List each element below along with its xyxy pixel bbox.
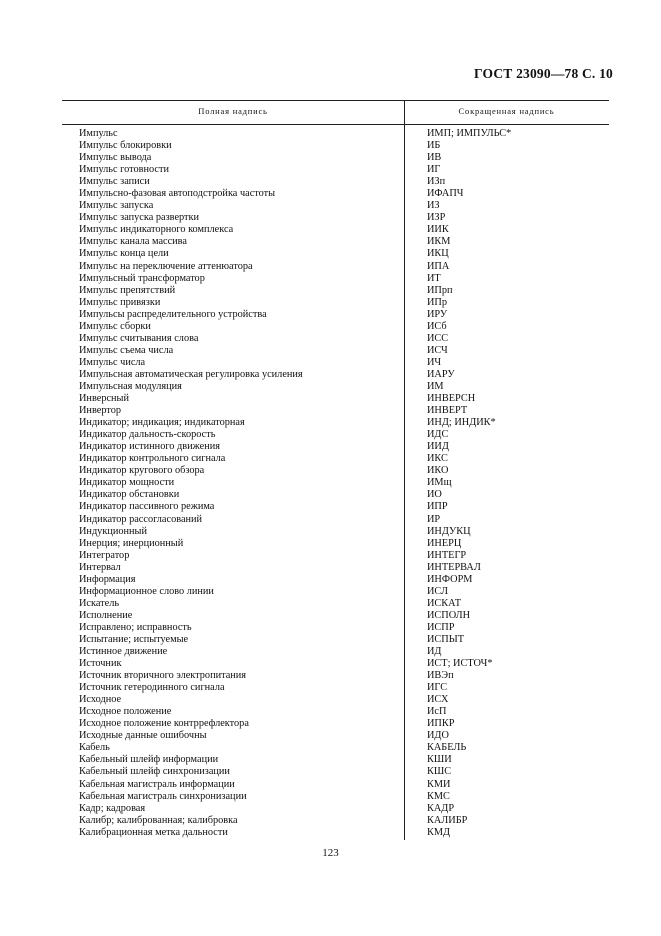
page-number: 123 <box>322 847 339 859</box>
full-label: Импульсная автоматическая регулировка усиления <box>79 368 303 380</box>
table-row <box>0 803 661 815</box>
abbreviation: ИСПОЛН <box>427 609 471 621</box>
full-label: Испытание; испытуемые <box>79 633 189 645</box>
table-body <box>0 128 661 839</box>
abbreviation: ИСЧ <box>427 344 448 356</box>
abbreviation: ИСПР <box>427 621 455 633</box>
table-row <box>0 321 661 333</box>
table-row <box>0 779 661 791</box>
full-label: Импульс сборки <box>79 320 151 332</box>
full-label: Кадр; кадровая <box>79 802 146 814</box>
abbreviation: ИСС <box>427 332 449 344</box>
full-label: Инверсный <box>79 393 129 405</box>
full-label: Импульс <box>79 128 118 139</box>
full-label: Исходные данные ошибочны <box>79 730 207 742</box>
abbreviation: ИНФОРМ <box>427 573 473 585</box>
table-row <box>0 345 661 357</box>
table-row <box>0 453 661 465</box>
abbreviation: ИНТЕГР <box>427 549 467 561</box>
table-row <box>0 670 661 682</box>
full-label: Источник гетеродинного сигнала <box>79 682 225 694</box>
full-label: Калибр; калиброванная; калибровка <box>79 814 238 826</box>
table-row <box>0 586 661 598</box>
abbreviation: ИСТ; ИСТОЧ* <box>427 658 493 670</box>
full-label: Источник <box>79 658 122 670</box>
full-label: Импульс готовности <box>79 164 169 176</box>
full-label: Исходное <box>79 694 122 706</box>
full-label: Источник вторичного электропитания <box>79 670 247 682</box>
full-label: Информация <box>79 573 136 585</box>
abbreviation: ИФАПЧ <box>427 188 464 200</box>
table-row <box>0 152 661 164</box>
table-row <box>0 164 661 176</box>
full-label: Импульс вывода <box>79 152 152 164</box>
abbreviation: ИПР <box>427 501 448 513</box>
table-row <box>0 465 661 477</box>
abbreviation: ИИД <box>427 441 449 453</box>
abbreviation: КМИ <box>427 778 451 790</box>
table-row <box>0 393 661 405</box>
table-row <box>0 706 661 718</box>
full-label: Интегратор <box>79 549 130 561</box>
abbreviation: КАЛИБР <box>427 814 468 826</box>
table-row <box>0 429 661 441</box>
table-row <box>0 501 661 513</box>
abbreviation: ИКЦ <box>427 248 449 260</box>
table-row <box>0 357 661 369</box>
table-row <box>0 140 661 152</box>
table-row <box>0 682 661 694</box>
full-label: Индикатор пассивного режима <box>79 501 215 513</box>
table-row <box>0 417 661 429</box>
table-row <box>0 236 661 248</box>
abbreviation: ИР <box>427 513 441 525</box>
full-label: Импульсная модуляция <box>79 380 182 392</box>
full-label: Импульс запуска <box>79 200 154 212</box>
abbreviation: ИсП <box>427 706 447 718</box>
full-label: Индикатор обстановки <box>79 489 180 501</box>
abbreviation: ИЗР <box>427 212 446 224</box>
abbreviation: ИДО <box>427 730 449 742</box>
full-label: Исходное положение контррефлектора <box>79 718 249 730</box>
abbreviation: ИКМ <box>427 236 451 248</box>
full-label: Кабельный шлейф информации <box>79 754 219 766</box>
abbreviation: ИПКР <box>427 718 455 730</box>
full-label: Инвертор <box>79 405 121 417</box>
table-row <box>0 405 661 417</box>
table-row <box>0 754 661 766</box>
abbreviation: ИКС <box>427 453 448 465</box>
table-row <box>0 646 661 658</box>
full-label: Импульс на переключение аттенюатора <box>79 260 253 272</box>
full-label: Импульс привязки <box>79 296 161 308</box>
table-row <box>0 622 661 634</box>
table-row <box>0 273 661 285</box>
abbreviation: ИГ <box>427 164 441 176</box>
full-label: Импульс числа <box>79 356 146 368</box>
full-label: Импульс блокировки <box>79 140 172 152</box>
abbreviation: КШИ <box>427 754 452 766</box>
abbreviation: ИНТЕРВАЛ <box>427 561 481 573</box>
table-row <box>0 188 661 200</box>
full-label: Индикатор рассогласований <box>79 513 203 525</box>
table-row <box>0 441 661 453</box>
abbreviation: ИГС <box>427 682 448 694</box>
full-label: Калибрационная метка дальности <box>79 826 228 838</box>
table-row <box>0 538 661 550</box>
abbreviation: ИНДУКЦ <box>427 525 471 537</box>
full-label: Импульс запуска развертки <box>79 212 200 224</box>
abbreviation: ИЗп <box>427 176 446 188</box>
full-label: Кабель <box>79 742 110 754</box>
table-row <box>0 694 661 706</box>
table-row <box>0 200 661 212</box>
table-row <box>0 562 661 574</box>
abbreviation: ИСХ <box>427 694 449 706</box>
table-row <box>0 297 661 309</box>
abbreviation: ИМщ <box>427 477 452 489</box>
full-label: Искатель <box>79 597 120 609</box>
full-label: Импульс канала массива <box>79 236 187 248</box>
abbreviation: ИБ <box>427 140 441 152</box>
full-label: Индикатор дальность-скорость <box>79 429 216 441</box>
full-label: Истинное движение <box>79 646 168 658</box>
abbreviation: ИМ <box>427 380 444 392</box>
table-row <box>0 224 661 236</box>
table-row <box>0 176 661 188</box>
abbreviation: ИСПЫТ <box>427 633 465 645</box>
table-row <box>0 598 661 610</box>
table-row <box>0 489 661 501</box>
full-label: Импульсный трансформатор <box>79 272 205 284</box>
full-label: Интервал <box>79 561 121 573</box>
full-label: Индикатор контрольного сигнала <box>79 453 226 465</box>
abbreviation: ИСКАТ <box>427 597 461 609</box>
full-label: Кабельная магистраль синхронизации <box>79 790 247 802</box>
table-row <box>0 285 661 297</box>
column-header-full: Полная надпись <box>198 106 268 116</box>
table-row <box>0 369 661 381</box>
abbreviation: КМД <box>427 826 451 838</box>
table-row <box>0 128 661 140</box>
abbreviation: КШС <box>427 766 452 778</box>
abbreviation: ИПр <box>427 296 448 308</box>
full-label: Индукционный <box>79 525 147 537</box>
abbreviation: ИВЭп <box>427 670 454 682</box>
abbreviation: ИЗ <box>427 200 440 212</box>
abbreviation: ИНВЕРТ <box>427 405 468 417</box>
table-row <box>0 718 661 730</box>
table-row <box>0 658 661 670</box>
abbreviation: ИВ <box>427 152 442 164</box>
table-row <box>0 610 661 622</box>
table-row <box>0 634 661 646</box>
abbreviation: ИМП; ИМПУЛЬС* <box>427 128 512 139</box>
full-label: Индикатор; индикация; индикаторная <box>79 417 245 429</box>
full-label: Инерция; инерционный <box>79 537 184 549</box>
abbreviation: КМС <box>427 790 450 802</box>
abbreviation: ИЧ <box>427 356 442 368</box>
full-label: Импульс препятствий <box>79 284 176 296</box>
abbreviation: ИКО <box>427 465 449 477</box>
table-row <box>0 742 661 754</box>
full-label: Индикатор истинного движения <box>79 441 220 453</box>
abbreviation: ИНВЕРСН <box>427 393 476 405</box>
abbreviation: ИНД; ИНДИК* <box>427 417 496 429</box>
abbreviation: КАБЕЛЬ <box>427 742 467 754</box>
page-header: ГОСТ 23090—78 С. 10 <box>474 66 613 81</box>
table-row <box>0 574 661 586</box>
table-top-rule <box>62 100 609 101</box>
abbreviation: ИПА <box>427 260 450 272</box>
full-label: Импульс съема числа <box>79 344 174 356</box>
table-row <box>0 514 661 526</box>
table-row <box>0 212 661 224</box>
full-label: Импульсы распределительного устройства <box>79 308 267 320</box>
abbreviation: ИО <box>427 489 442 501</box>
abbreviation: ИД <box>427 646 442 658</box>
full-label: Индикатор кругового обзора <box>79 465 205 477</box>
full-label: Импульс индикаторного комплекса <box>79 224 234 236</box>
abbreviation: ИНЕРЦ <box>427 537 462 549</box>
table-row <box>0 381 661 393</box>
table-row <box>0 526 661 538</box>
table-row <box>0 791 661 803</box>
full-label: Импульсно-фазовая автоподстройка частоты <box>79 188 276 200</box>
full-label: Кабельный шлейф синхронизации <box>79 766 230 778</box>
column-header-abbr: Сокращенная надпись <box>458 106 555 116</box>
abbreviation: ИСЛ <box>427 585 449 597</box>
table-row <box>0 766 661 778</box>
abbreviation: ИСб <box>427 320 447 332</box>
full-label: Импульс конца цели <box>79 248 169 260</box>
table-row <box>0 333 661 345</box>
full-label: Исполнение <box>79 609 133 621</box>
abbreviation: КАДР <box>427 802 455 814</box>
table-row <box>0 248 661 260</box>
abbreviation: ИПрп <box>427 284 453 296</box>
table-row <box>0 477 661 489</box>
abbreviation: ИДС <box>427 429 449 441</box>
abbreviation: ИИК <box>427 224 449 236</box>
table-row <box>0 261 661 273</box>
abbreviation: ИТ <box>427 272 441 284</box>
table-header-rule <box>62 124 609 125</box>
table-row <box>0 730 661 742</box>
abbreviation: ИАРУ <box>427 368 455 380</box>
table-row <box>0 309 661 321</box>
abbreviation: ИРУ <box>427 308 448 320</box>
table-row <box>0 550 661 562</box>
full-label: Импульс записи <box>79 176 150 188</box>
full-label: Кабельная магистраль информации <box>79 778 235 790</box>
full-label: Информационное слово линии <box>79 585 214 597</box>
full-label: Исходное положение <box>79 706 172 718</box>
table-row <box>0 815 661 827</box>
full-label: Импульс считывания слова <box>79 332 199 344</box>
full-label: Индикатор мощности <box>79 477 175 489</box>
table-row <box>0 827 661 839</box>
full-label: Исправлено; исправность <box>79 621 192 633</box>
